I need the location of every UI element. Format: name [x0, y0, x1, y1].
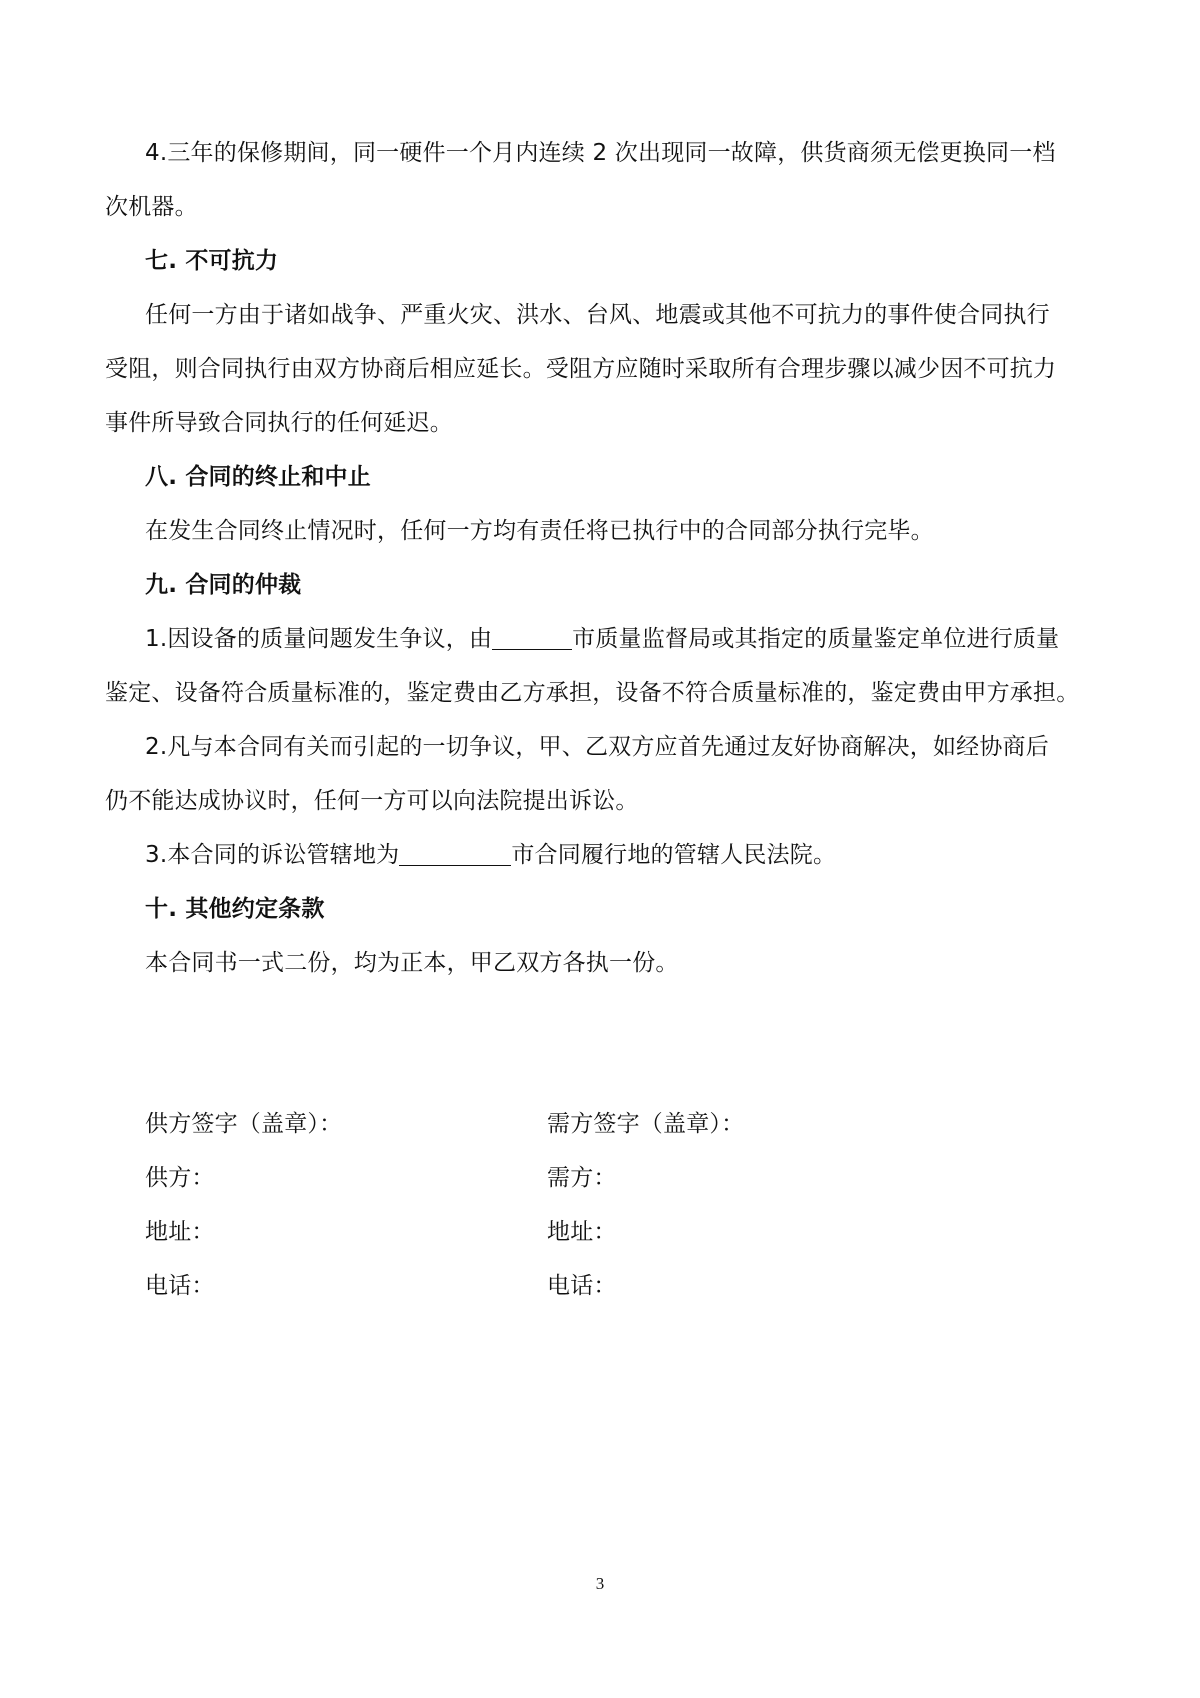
buyer-address-label: 地址： — [547, 1219, 617, 1245]
supplier-party-label: 供方： — [145, 1165, 215, 1191]
page-number: 3 — [595, 1574, 605, 1593]
section-10-line-1: 本合同书一式二份，均为正本，甲乙双方各执一份。 — [145, 950, 679, 976]
section-9-item-1-line-2: 鉴定、设备符合质量标准的，鉴定费由乙方承担，设备不符合质量标准的，鉴定费由甲方承担。 — [105, 680, 1080, 706]
supplier-phone-label: 电话： — [145, 1273, 215, 1299]
section-7-line-3: 事件所导致合同执行的任何延迟。 — [105, 410, 453, 436]
item-1-text-after-blank: 市质量监督局或其指定的质量鉴定单位进行质量 — [572, 626, 1060, 652]
section-8-line-1: 在发生合同终止情况时，任何一方均有责任将已执行中的合同部分执行完毕。 — [145, 518, 934, 544]
section-9-item-2-line-1: 2.凡与本合同有关而引起的一切争议，甲、乙双方应首先通过友好协商解决，如经协商后 — [145, 734, 1049, 760]
buyer-phone-label: 电话： — [547, 1273, 617, 1299]
section-7-line-1: 任何一方由于诸如战争、严重火灾、洪水、台风、地震或其他不可抗力的事件使合同执行 — [145, 302, 1050, 328]
supplier-address-label: 地址： — [145, 1219, 215, 1245]
jurisdiction-blank-line — [399, 841, 511, 866]
clause-4-line-1: 4.三年的保修期间，同一硬件一个月内连续 2 次出现同一故障，供货商须无偿更换同一档 — [145, 140, 1056, 166]
section-9-heading: 九. 合同的仲裁 — [145, 572, 302, 598]
item-3-text-after-blank: 市合同履行地的管辖人民法院。 — [511, 842, 837, 868]
section-7-heading: 七. 不可抗力 — [145, 248, 279, 274]
item-1-text-before-blank: 1.因设备的质量问题发生争议，由 — [145, 626, 493, 652]
section-9-item-1-line-1 — [145, 623, 1059, 655]
buyer-party-label: 需方： — [547, 1165, 617, 1191]
section-7-line-2: 受阻，则合同执行由双方协商后相应延长。受阻方应随时采取所有合理步骤以减少因不可抗力 — [105, 356, 1057, 382]
section-9-item-2-line-2: 仍不能达成协议时，任何一方可以向法院提出诉讼。 — [105, 788, 639, 814]
buyer-signature-label: 需方签字（盖章）： — [547, 1111, 745, 1137]
item-3-text-before-blank: 3.本合同的诉讼管辖地为 — [145, 842, 400, 868]
section-8-heading: 八. 合同的终止和中止 — [145, 464, 371, 490]
supplier-signature-label: 供方签字（盖章）： — [145, 1111, 343, 1137]
city-blank-line — [492, 625, 572, 650]
section-9-item-3 — [145, 839, 836, 871]
section-10-heading: 十. 其他约定条款 — [145, 896, 325, 922]
clause-4-line-2: 次机器。 — [105, 194, 198, 220]
